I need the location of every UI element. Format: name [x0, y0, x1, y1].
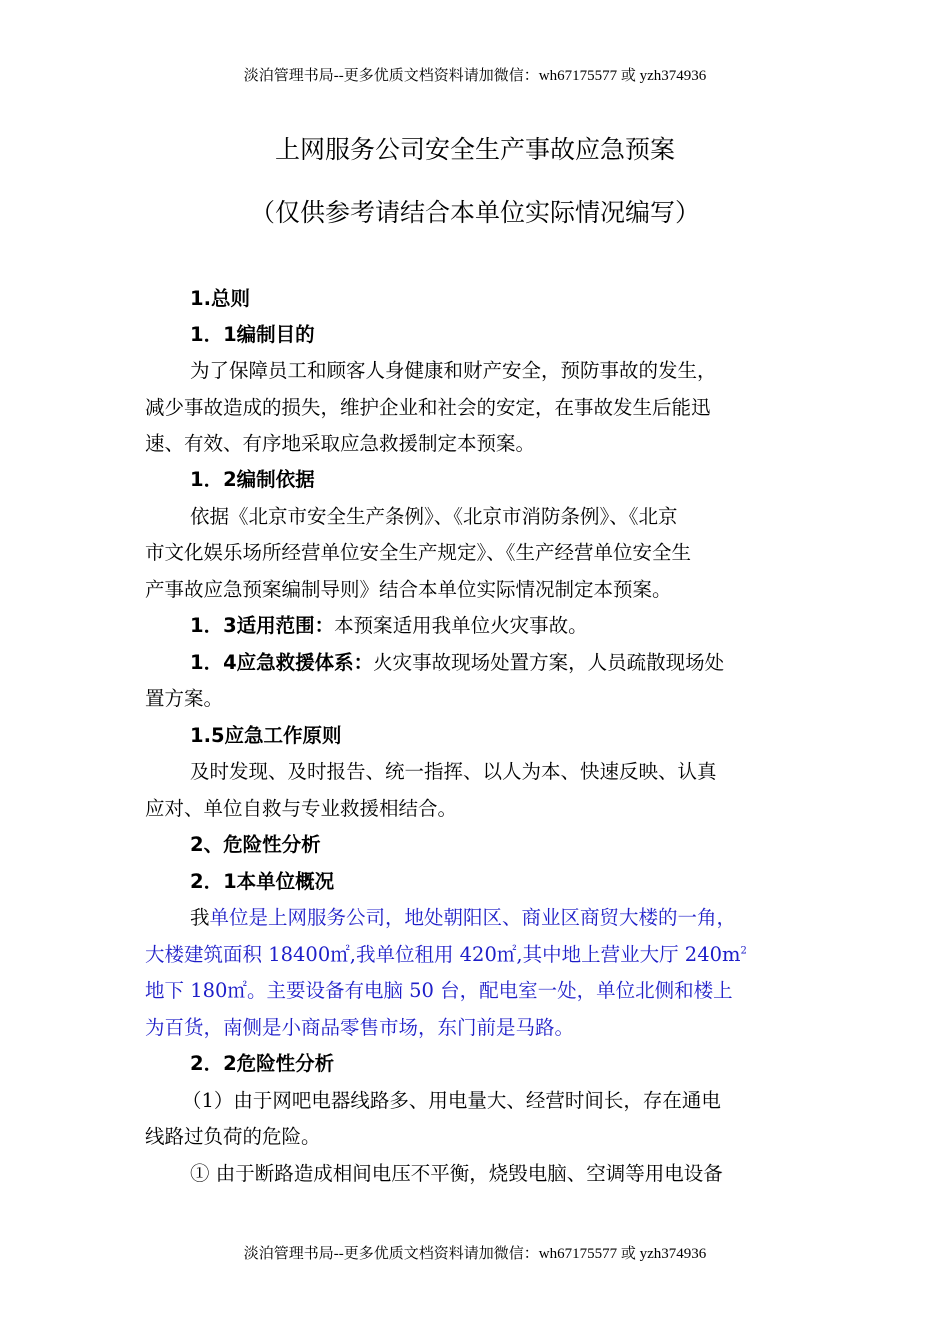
page-footer: 淡泊管理书局--更多优质文档资料请加微信：wh67175577 或 yzh374936 [243, 1246, 707, 1262]
document-subtitle: （仅供参考请结合本单位实际情况编写） [249, 198, 700, 227]
page-header: 淡泊管理书局--更多优质文档资料请加微信：wh67175577 或 yzh374936 [243, 68, 707, 84]
document-page: 淡泊管理书局--更多优质文档资料请加微信：wh67175577 或 yzh374936 上网服务公司安全生产事故应急预案 （仅供参考请结合本单位实际情况编写） 1.总则 1．1编制目的 为了保障员工和顾客人身健康和财产安全，预防事故的发生， 减少事故造成的损失，维护企业和社会的安定，在事故发生后能迅 速、有效、有序地采取应急救援制定本预案。 1．2编制依据 依据《北京市安全生产条例》、《北京市消防条例》、《北京 市文化娱乐场所经营单位安全生产规定》、《生产经营单位安全生 产事故应急预案编制导则》结合本单位实际情况制定本预案。 1．3适用范围：本预案适用我单位火灾事故。 1．4应急救援体系：火灾事故现场处置方案，人员疏散现场处 置方案。 1.5应急工作原则 及时发现、及时报告、统一指挥、以人为本、快速反映、认真 应对、单位自救与专业救援相结合。 2、危险性分析 2．1本单位概况 我单位是上网服务公司，地处朝阳区、商业区商贸大楼的一角， 大楼建筑面积 18400㎡,我单位租用 420㎡,其中地上营业大厅 $240m^2$ 地下 180㎡。主要设备有电脑 50 台，配电室一处，单位北侧和楼上 为百货，南侧是小商品零售市场，东门前是马路。 2．2危险性分析 （1）由于网吧电器线路多、用电量大、经营时间长，存在通电 线路过负荷的危险。 ① 由于断路造成相间电压不平衡，烧毁电脑、空调等用电设备 淡泊管理书局--更多优质文档资料请加微信：wh67175577 或 yzh374936 [0, 0, 950, 1344]
document-title: 上网服务公司安全生产事故应急预案 [274, 135, 675, 164]
